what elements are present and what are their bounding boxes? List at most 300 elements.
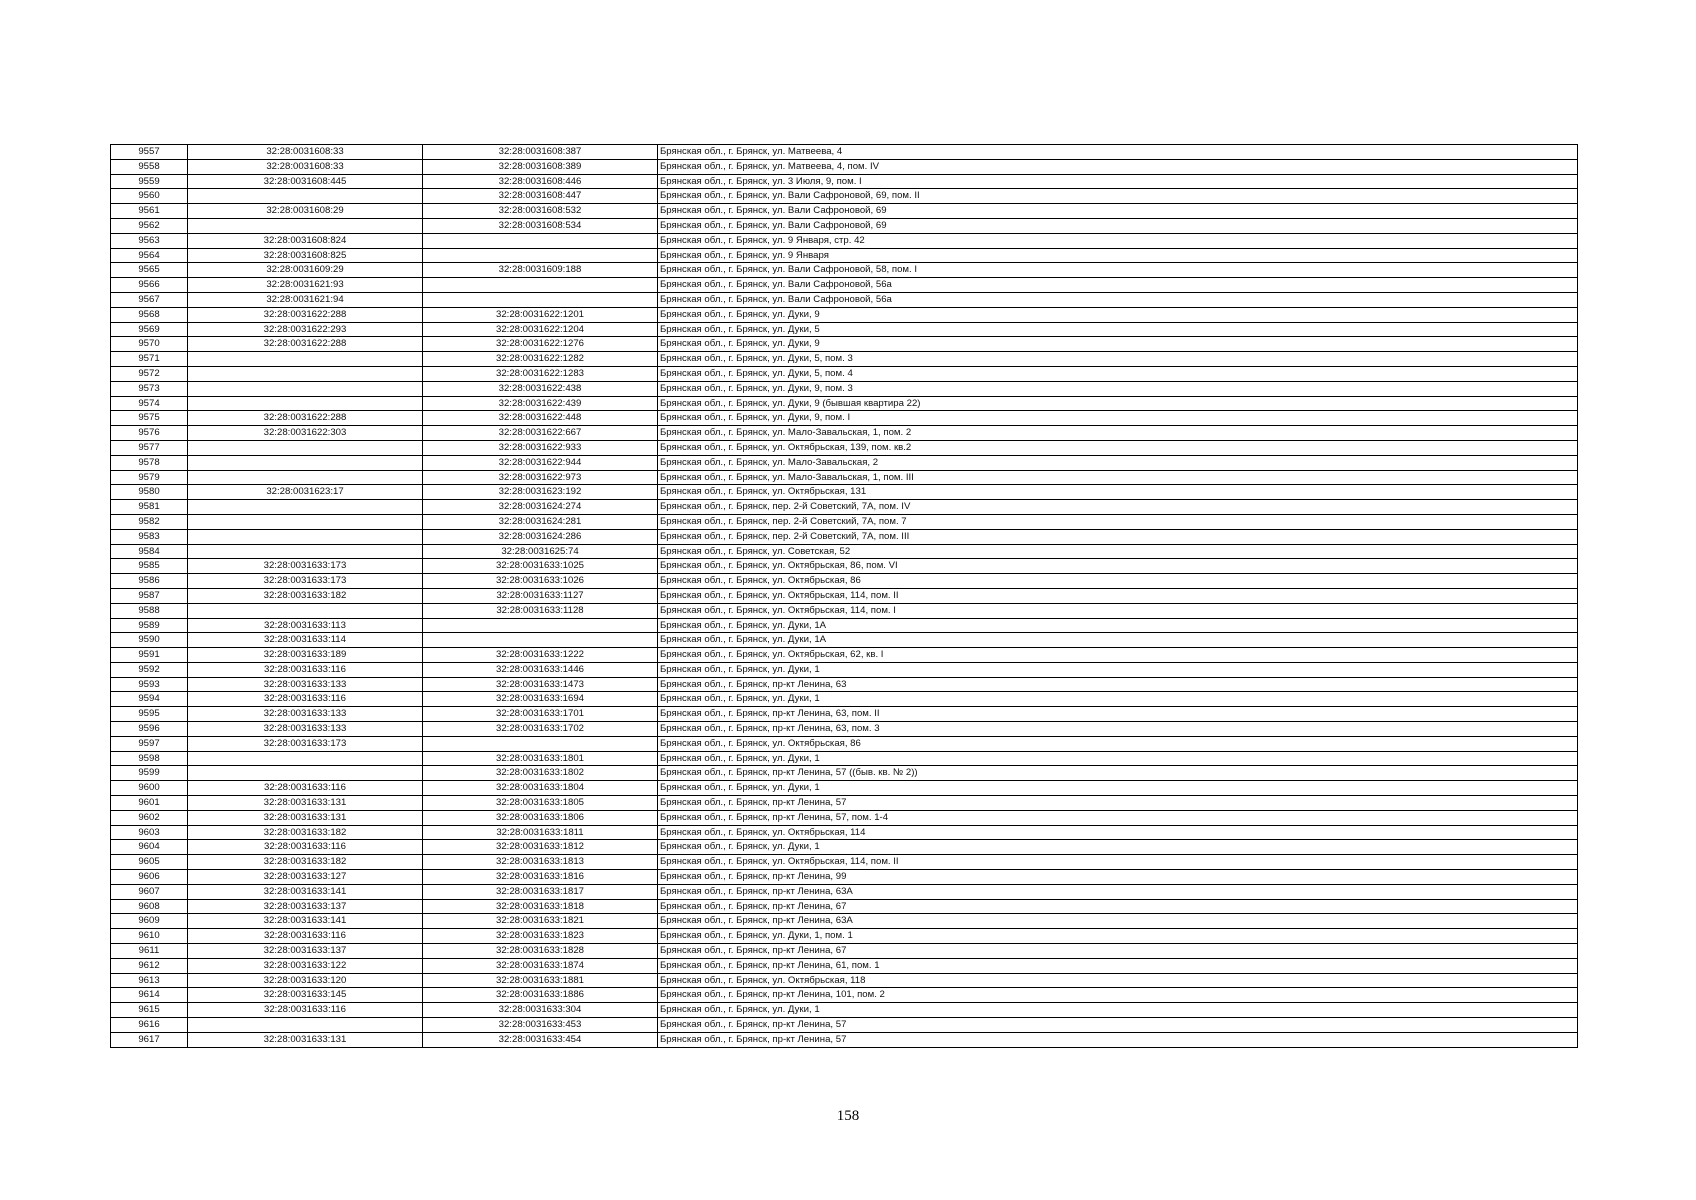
parcel-cadastral-number-cell: 32:28:0031633:122	[188, 958, 423, 973]
table-row	[111, 470, 1578, 485]
table-row	[111, 722, 1578, 737]
parcel-cadastral-number-cell	[188, 396, 423, 411]
object-cadastral-number-cell	[423, 292, 658, 307]
parcel-cadastral-number-cell: 32:28:0031633:116	[188, 929, 423, 944]
parcel-cadastral-number-cell: 32:28:0031633:189	[188, 648, 423, 663]
table-row	[111, 322, 1578, 337]
object-cadastral-number-cell: 32:28:0031633:1026	[423, 574, 658, 589]
table-row	[111, 529, 1578, 544]
object-cadastral-number-cell: 32:28:0031622:439	[423, 396, 658, 411]
row-number-cell: 9558	[111, 159, 188, 174]
parcel-cadastral-number-cell: 32:28:0031633:133	[188, 707, 423, 722]
table-row	[111, 840, 1578, 855]
parcel-cadastral-number-cell: 32:28:0031633:116	[188, 1003, 423, 1018]
table-row	[111, 1018, 1578, 1033]
object-cadastral-number-cell: 32:28:0031622:973	[423, 470, 658, 485]
object-cadastral-number-cell: 32:28:0031622:448	[423, 411, 658, 426]
address-cell: Брянская обл., г. Брянск, ул. Дуки, 1А	[658, 633, 1578, 648]
address-cell: Брянская обл., г. Брянск, ул. Матвеева, 4, пом. IV	[658, 159, 1578, 174]
parcel-cadastral-number-cell: 32:28:0031608:33	[188, 145, 423, 160]
address-cell: Брянская обл., г. Брянск, ул. Октябрьская, 86, пом. VI	[658, 559, 1578, 574]
address-cell: Брянская обл., г. Брянск, пр-кт Ленина, 63А	[658, 884, 1578, 899]
row-number-cell: 9601	[111, 796, 188, 811]
address-cell: Брянская обл., г. Брянск, ул. Октябрьская, 118	[658, 973, 1578, 988]
page-number: 158	[836, 1108, 860, 1124]
parcel-cadastral-number-cell: 32:28:0031633:173	[188, 736, 423, 751]
address-cell: Брянская обл., г. Брянск, ул. Дуки, 9	[658, 337, 1578, 352]
parcel-cadastral-number-cell	[188, 189, 423, 204]
parcel-cadastral-number-cell	[188, 544, 423, 559]
object-cadastral-number-cell: 32:28:0031633:454	[423, 1032, 658, 1047]
address-cell: Брянская обл., г. Брянск, пр-кт Ленина, 57	[658, 1032, 1578, 1047]
address-cell: Брянская обл., г. Брянск, ул. Вали Сафроновой, 56а	[658, 292, 1578, 307]
table-row	[111, 426, 1578, 441]
object-cadastral-number-cell: 32:28:0031622:438	[423, 381, 658, 396]
table-row	[111, 233, 1578, 248]
address-cell: Брянская обл., г. Брянск, ул. Мало-Завальская, 1, пом. 2	[658, 426, 1578, 441]
row-number-cell: 9564	[111, 248, 188, 263]
object-cadastral-number-cell: 32:28:0031633:1701	[423, 707, 658, 722]
table-row	[111, 914, 1578, 929]
table-row	[111, 278, 1578, 293]
address-cell: Брянская обл., г. Брянск, ул. Дуки, 1	[658, 662, 1578, 677]
row-number-cell: 9609	[111, 914, 188, 929]
object-cadastral-number-cell: 32:28:0031633:1222	[423, 648, 658, 663]
address-cell: Брянская обл., г. Брянск, ул. Мало-Завальская, 2	[658, 455, 1578, 470]
parcel-cadastral-number-cell: 32:28:0031608:825	[188, 248, 423, 263]
address-cell: Брянская обл., г. Брянск, пер. 2-й Советский, 7А, пом. 7	[658, 514, 1578, 529]
object-cadastral-number-cell: 32:28:0031624:286	[423, 529, 658, 544]
address-cell: Брянская обл., г. Брянск, ул. Октябрьская, 114, пом. I	[658, 603, 1578, 618]
address-cell: Брянская обл., г. Брянск, ул. Дуки, 5	[658, 322, 1578, 337]
table-row	[111, 174, 1578, 189]
row-number-cell: 9583	[111, 529, 188, 544]
parcel-cadastral-number-cell: 32:28:0031633:137	[188, 944, 423, 959]
object-cadastral-number-cell: 32:28:0031633:1802	[423, 766, 658, 781]
row-number-cell: 9574	[111, 396, 188, 411]
address-cell: Брянская обл., г. Брянск, пр-кт Ленина, 63, пом. II	[658, 707, 1578, 722]
address-cell: Брянская обл., г. Брянск, ул. Мало-Завальская, 1, пом. III	[658, 470, 1578, 485]
address-cell: Брянская обл., г. Брянск, ул. 9 Января	[658, 248, 1578, 263]
table-row	[111, 973, 1578, 988]
object-cadastral-number-cell: 32:28:0031633:453	[423, 1018, 658, 1033]
table-row	[111, 574, 1578, 589]
object-cadastral-number-cell: 32:28:0031633:1828	[423, 944, 658, 959]
object-cadastral-number-cell: 32:28:0031608:446	[423, 174, 658, 189]
parcel-cadastral-number-cell: 32:28:0031623:17	[188, 485, 423, 500]
row-number-cell: 9587	[111, 588, 188, 603]
address-cell: Брянская обл., г. Брянск, пр-кт Ленина, 63А	[658, 914, 1578, 929]
object-cadastral-number-cell: 32:28:0031623:192	[423, 485, 658, 500]
parcel-cadastral-number-cell: 32:28:0031633:182	[188, 825, 423, 840]
table-row	[111, 677, 1578, 692]
address-cell: Брянская обл., г. Брянск, пр-кт Ленина, 61, пом. 1	[658, 958, 1578, 973]
address-cell: Брянская обл., г. Брянск, ул. Дуки, 5, пом. 3	[658, 352, 1578, 367]
parcel-cadastral-number-cell: 32:28:0031633:137	[188, 899, 423, 914]
address-cell: Брянская обл., г. Брянск, пр-кт Ленина, 99	[658, 870, 1578, 885]
object-cadastral-number-cell: 32:28:0031622:1201	[423, 307, 658, 322]
table-row	[111, 292, 1578, 307]
row-number-cell: 9591	[111, 648, 188, 663]
table-row	[111, 958, 1578, 973]
table-row	[111, 751, 1578, 766]
object-cadastral-number-cell: 32:28:0031633:1127	[423, 588, 658, 603]
address-cell: Брянская обл., г. Брянск, пр-кт Ленина, 57	[658, 1018, 1578, 1033]
parcel-cadastral-number-cell: 32:28:0031608:445	[188, 174, 423, 189]
object-cadastral-number-cell: 32:28:0031633:1804	[423, 781, 658, 796]
row-number-cell: 9595	[111, 707, 188, 722]
parcel-cadastral-number-cell: 32:28:0031633:173	[188, 574, 423, 589]
address-cell: Брянская обл., г. Брянск, ул. Дуки, 1, пом. 1	[658, 929, 1578, 944]
object-cadastral-number-cell: 32:28:0031622:1276	[423, 337, 658, 352]
row-number-cell: 9578	[111, 455, 188, 470]
parcel-cadastral-number-cell: 32:28:0031633:141	[188, 884, 423, 899]
parcel-cadastral-number-cell	[188, 455, 423, 470]
row-number-cell: 9589	[111, 618, 188, 633]
object-cadastral-number-cell: 32:28:0031633:1702	[423, 722, 658, 737]
row-number-cell: 9582	[111, 514, 188, 529]
parcel-cadastral-number-cell	[188, 500, 423, 515]
row-number-cell: 9579	[111, 470, 188, 485]
object-cadastral-number-cell: 32:28:0031609:188	[423, 263, 658, 278]
object-cadastral-number-cell: 32:28:0031633:1694	[423, 692, 658, 707]
object-cadastral-number-cell: 32:28:0031608:534	[423, 218, 658, 233]
address-cell: Брянская обл., г. Брянск, пр-кт Ленина, 63	[658, 677, 1578, 692]
object-cadastral-number-cell	[423, 278, 658, 293]
parcel-cadastral-number-cell	[188, 470, 423, 485]
row-number-cell: 9567	[111, 292, 188, 307]
table-row	[111, 825, 1578, 840]
address-cell: Брянская обл., г. Брянск, ул. Октябрьская, 131	[658, 485, 1578, 500]
row-number-cell: 9585	[111, 559, 188, 574]
table-row	[111, 263, 1578, 278]
address-cell: Брянская обл., г. Брянск, ул. Вали Сафроновой, 56а	[658, 278, 1578, 293]
table-row	[111, 884, 1578, 899]
table-row	[111, 485, 1578, 500]
address-cell: Брянская обл., г. Брянск, пер. 2-й Советский, 7А, пом. III	[658, 529, 1578, 544]
parcel-cadastral-number-cell: 32:28:0031633:173	[188, 559, 423, 574]
object-cadastral-number-cell: 32:28:0031622:1282	[423, 352, 658, 367]
row-number-cell: 9586	[111, 574, 188, 589]
parcel-cadastral-number-cell: 32:28:0031608:33	[188, 159, 423, 174]
table-body	[111, 145, 1578, 1048]
object-cadastral-number-cell: 32:28:0031633:1025	[423, 559, 658, 574]
table-row	[111, 159, 1578, 174]
table-row	[111, 396, 1578, 411]
row-number-cell: 9566	[111, 278, 188, 293]
object-cadastral-number-cell: 32:28:0031622:933	[423, 440, 658, 455]
row-number-cell: 9617	[111, 1032, 188, 1047]
address-cell: Брянская обл., г. Брянск, ул. Октябрьская, 86	[658, 736, 1578, 751]
row-number-cell: 9607	[111, 884, 188, 899]
row-number-cell: 9608	[111, 899, 188, 914]
parcel-cadastral-number-cell: 32:28:0031622:288	[188, 307, 423, 322]
table-row	[111, 662, 1578, 677]
object-cadastral-number-cell: 32:28:0031622:1204	[423, 322, 658, 337]
row-number-cell: 9610	[111, 929, 188, 944]
table-row	[111, 514, 1578, 529]
parcel-cadastral-number-cell: 32:28:0031621:94	[188, 292, 423, 307]
row-number-cell: 9600	[111, 781, 188, 796]
address-cell: Брянская обл., г. Брянск, ул. Вали Сафроновой, 58, пом. I	[658, 263, 1578, 278]
row-number-cell: 9594	[111, 692, 188, 707]
object-cadastral-number-cell	[423, 736, 658, 751]
parcel-cadastral-number-cell: 32:28:0031633:131	[188, 810, 423, 825]
row-number-cell: 9597	[111, 736, 188, 751]
object-cadastral-number-cell: 32:28:0031633:1811	[423, 825, 658, 840]
parcel-cadastral-number-cell	[188, 352, 423, 367]
row-number-cell: 9560	[111, 189, 188, 204]
table-row	[111, 692, 1578, 707]
parcel-cadastral-number-cell: 32:28:0031633:116	[188, 662, 423, 677]
table-row	[111, 218, 1578, 233]
row-number-cell: 9596	[111, 722, 188, 737]
table-row	[111, 603, 1578, 618]
object-cadastral-number-cell: 32:28:0031633:1816	[423, 870, 658, 885]
row-number-cell: 9557	[111, 145, 188, 160]
parcel-cadastral-number-cell	[188, 218, 423, 233]
table-row	[111, 440, 1578, 455]
object-cadastral-number-cell: 32:28:0031633:1805	[423, 796, 658, 811]
parcel-cadastral-number-cell	[188, 603, 423, 618]
address-cell: Брянская обл., г. Брянск, ул. Октябрьская, 114	[658, 825, 1578, 840]
table-row	[111, 929, 1578, 944]
table-row	[111, 899, 1578, 914]
object-cadastral-number-cell: 32:28:0031624:281	[423, 514, 658, 529]
object-cadastral-number-cell: 32:28:0031633:1818	[423, 899, 658, 914]
address-cell: Брянская обл., г. Брянск, ул. Дуки, 5, пом. 4	[658, 366, 1578, 381]
parcel-cadastral-number-cell: 32:28:0031621:93	[188, 278, 423, 293]
parcel-cadastral-number-cell: 32:28:0031633:182	[188, 588, 423, 603]
parcel-cadastral-number-cell: 32:28:0031633:116	[188, 781, 423, 796]
row-number-cell: 9572	[111, 366, 188, 381]
object-cadastral-number-cell: 32:28:0031608:387	[423, 145, 658, 160]
parcel-cadastral-number-cell	[188, 529, 423, 544]
parcel-cadastral-number-cell: 32:28:0031633:133	[188, 677, 423, 692]
table-row	[111, 411, 1578, 426]
parcel-cadastral-number-cell: 32:28:0031633:127	[188, 870, 423, 885]
row-number-cell: 9598	[111, 751, 188, 766]
row-number-cell: 9602	[111, 810, 188, 825]
table-row	[111, 707, 1578, 722]
parcel-cadastral-number-cell	[188, 366, 423, 381]
address-cell: Брянская обл., г. Брянск, пр-кт Ленина, 57, пом. 1-4	[658, 810, 1578, 825]
parcel-cadastral-number-cell: 32:28:0031633:116	[188, 840, 423, 855]
row-number-cell: 9559	[111, 174, 188, 189]
parcel-cadastral-number-cell	[188, 751, 423, 766]
parcel-cadastral-number-cell: 32:28:0031633:116	[188, 692, 423, 707]
row-number-cell: 9569	[111, 322, 188, 337]
address-cell: Брянская обл., г. Брянск, ул. Дуки, 1	[658, 692, 1578, 707]
address-cell: Брянская обл., г. Брянск, ул. Октябрьская, 139, пом. кв.2	[658, 440, 1578, 455]
table-row	[111, 1032, 1578, 1047]
address-cell: Брянская обл., г. Брянск, ул. Дуки, 1	[658, 751, 1578, 766]
parcel-cadastral-number-cell	[188, 440, 423, 455]
object-cadastral-number-cell: 32:28:0031633:1812	[423, 840, 658, 855]
table-row	[111, 204, 1578, 219]
row-number-cell: 9606	[111, 870, 188, 885]
table-row	[111, 736, 1578, 751]
address-cell: Брянская обл., г. Брянск, ул. Дуки, 9, пом. I	[658, 411, 1578, 426]
object-cadastral-number-cell: 32:28:0031624:274	[423, 500, 658, 515]
address-cell: Брянская обл., г. Брянск, пр-кт Ленина, 67	[658, 899, 1578, 914]
object-cadastral-number-cell: 32:28:0031633:1874	[423, 958, 658, 973]
table-row	[111, 988, 1578, 1003]
object-cadastral-number-cell: 32:28:0031625:74	[423, 544, 658, 559]
table-row	[111, 366, 1578, 381]
address-cell: Брянская обл., г. Брянск, ул. Матвеева, 4	[658, 145, 1578, 160]
row-number-cell: 9562	[111, 218, 188, 233]
parcel-cadastral-number-cell: 32:28:0031633:114	[188, 633, 423, 648]
object-cadastral-number-cell	[423, 618, 658, 633]
parcel-cadastral-number-cell: 32:28:0031633:133	[188, 722, 423, 737]
table-row	[111, 248, 1578, 263]
table-row	[111, 810, 1578, 825]
address-cell: Брянская обл., г. Брянск, ул. Октябрьская, 86	[658, 574, 1578, 589]
parcel-cadastral-number-cell: 32:28:0031633:131	[188, 796, 423, 811]
table-row	[111, 944, 1578, 959]
table-row	[111, 381, 1578, 396]
address-cell: Брянская обл., г. Брянск, ул. Вали Сафроновой, 69	[658, 204, 1578, 219]
table-row	[111, 781, 1578, 796]
parcel-cadastral-number-cell	[188, 766, 423, 781]
table-row	[111, 559, 1578, 574]
row-number-cell: 9561	[111, 204, 188, 219]
object-cadastral-number-cell: 32:28:0031633:1128	[423, 603, 658, 618]
table-row	[111, 189, 1578, 204]
address-cell: Брянская обл., г. Брянск, ул. Советская, 52	[658, 544, 1578, 559]
address-cell: Брянская обл., г. Брянск, ул. Октябрьская, 114, пом. II	[658, 855, 1578, 870]
object-cadastral-number-cell: 32:28:0031608:532	[423, 204, 658, 219]
row-number-cell: 9581	[111, 500, 188, 515]
row-number-cell: 9599	[111, 766, 188, 781]
parcel-cadastral-number-cell	[188, 514, 423, 529]
row-number-cell: 9603	[111, 825, 188, 840]
table-row	[111, 455, 1578, 470]
row-number-cell: 9568	[111, 307, 188, 322]
row-number-cell: 9614	[111, 988, 188, 1003]
object-cadastral-number-cell: 32:28:0031633:1821	[423, 914, 658, 929]
table-row	[111, 544, 1578, 559]
address-cell: Брянская обл., г. Брянск, ул. Дуки, 9	[658, 307, 1578, 322]
address-cell: Брянская обл., г. Брянск, пр-кт Ленина, 57 ((быв. кв. № 2))	[658, 766, 1578, 781]
row-number-cell: 9613	[111, 973, 188, 988]
table-row	[111, 870, 1578, 885]
parcel-cadastral-number-cell: 32:28:0031608:824	[188, 233, 423, 248]
address-cell: Брянская обл., г. Брянск, пр-кт Ленина, 101, пом. 2	[658, 988, 1578, 1003]
object-cadastral-number-cell: 32:28:0031633:1823	[423, 929, 658, 944]
row-number-cell: 9580	[111, 485, 188, 500]
object-cadastral-number-cell: 32:28:0031622:1283	[423, 366, 658, 381]
row-number-cell: 9611	[111, 944, 188, 959]
table-row	[111, 307, 1578, 322]
object-cadastral-number-cell: 32:28:0031633:1446	[423, 662, 658, 677]
table-row	[111, 648, 1578, 663]
object-cadastral-number-cell: 32:28:0031622:944	[423, 455, 658, 470]
table-row	[111, 352, 1578, 367]
object-cadastral-number-cell: 32:28:0031633:1881	[423, 973, 658, 988]
parcel-cadastral-number-cell: 32:28:0031622:288	[188, 337, 423, 352]
parcel-cadastral-number-cell: 32:28:0031633:182	[188, 855, 423, 870]
address-cell: Брянская обл., г. Брянск, пр-кт Ленина, 67	[658, 944, 1578, 959]
object-cadastral-number-cell: 32:28:0031633:1817	[423, 884, 658, 899]
cadastral-table	[110, 144, 1578, 1048]
table-row	[111, 337, 1578, 352]
object-cadastral-number-cell: 32:28:0031633:1813	[423, 855, 658, 870]
table-row	[111, 618, 1578, 633]
row-number-cell: 9573	[111, 381, 188, 396]
row-number-cell: 9592	[111, 662, 188, 677]
parcel-cadastral-number-cell: 32:28:0031608:29	[188, 204, 423, 219]
address-cell: Брянская обл., г. Брянск, пер. 2-й Советский, 7А, пом. IV	[658, 500, 1578, 515]
address-cell: Брянская обл., г. Брянск, ул. Вали Сафроновой, 69	[658, 218, 1578, 233]
object-cadastral-number-cell: 32:28:0031633:1801	[423, 751, 658, 766]
table-row	[111, 766, 1578, 781]
parcel-cadastral-number-cell: 32:28:0031609:29	[188, 263, 423, 278]
address-cell: Брянская обл., г. Брянск, ул. Дуки, 9 (бывшая квартира 22)	[658, 396, 1578, 411]
object-cadastral-number-cell	[423, 248, 658, 263]
row-number-cell: 9593	[111, 677, 188, 692]
row-number-cell: 9584	[111, 544, 188, 559]
address-cell: Брянская обл., г. Брянск, ул. Октябрьская, 62, кв. I	[658, 648, 1578, 663]
parcel-cadastral-number-cell: 32:28:0031633:141	[188, 914, 423, 929]
row-number-cell: 9605	[111, 855, 188, 870]
address-cell: Брянская обл., г. Брянск, ул. Дуки, 1	[658, 781, 1578, 796]
parcel-cadastral-number-cell	[188, 1018, 423, 1033]
row-number-cell: 9576	[111, 426, 188, 441]
table-row	[111, 500, 1578, 515]
parcel-cadastral-number-cell	[188, 381, 423, 396]
parcel-cadastral-number-cell: 32:28:0031633:113	[188, 618, 423, 633]
row-number-cell: 9570	[111, 337, 188, 352]
row-number-cell: 9577	[111, 440, 188, 455]
object-cadastral-number-cell: 32:28:0031633:304	[423, 1003, 658, 1018]
table-row	[111, 796, 1578, 811]
row-number-cell: 9612	[111, 958, 188, 973]
table-row	[111, 855, 1578, 870]
row-number-cell: 9604	[111, 840, 188, 855]
address-cell: Брянская обл., г. Брянск, ул. Дуки, 1	[658, 1003, 1578, 1018]
object-cadastral-number-cell: 32:28:0031608:447	[423, 189, 658, 204]
row-number-cell: 9590	[111, 633, 188, 648]
parcel-cadastral-number-cell: 32:28:0031633:120	[188, 973, 423, 988]
row-number-cell: 9588	[111, 603, 188, 618]
object-cadastral-number-cell: 32:28:0031633:1806	[423, 810, 658, 825]
parcel-cadastral-number-cell: 32:28:0031622:303	[188, 426, 423, 441]
address-cell: Брянская обл., г. Брянск, ул. Дуки, 9, пом. 3	[658, 381, 1578, 396]
address-cell: Брянская обл., г. Брянск, пр-кт Ленина, 57	[658, 796, 1578, 811]
row-number-cell: 9575	[111, 411, 188, 426]
parcel-cadastral-number-cell: 32:28:0031633:145	[188, 988, 423, 1003]
table-row	[111, 1003, 1578, 1018]
address-cell: Брянская обл., г. Брянск, ул. 9 Января, стр. 42	[658, 233, 1578, 248]
address-cell: Брянская обл., г. Брянск, ул. 3 Июля, 9, пом. I	[658, 174, 1578, 189]
address-cell: Брянская обл., г. Брянск, ул. Дуки, 1	[658, 840, 1578, 855]
row-number-cell: 9571	[111, 352, 188, 367]
object-cadastral-number-cell: 32:28:0031622:667	[423, 426, 658, 441]
table-row	[111, 633, 1578, 648]
object-cadastral-number-cell	[423, 233, 658, 248]
parcel-cadastral-number-cell: 32:28:0031622:293	[188, 322, 423, 337]
object-cadastral-number-cell: 32:28:0031633:1886	[423, 988, 658, 1003]
row-number-cell: 9563	[111, 233, 188, 248]
parcel-cadastral-number-cell: 32:28:0031622:288	[188, 411, 423, 426]
table-row	[111, 588, 1578, 603]
table-row	[111, 145, 1578, 160]
parcel-cadastral-number-cell: 32:28:0031633:131	[188, 1032, 423, 1047]
address-cell: Брянская обл., г. Брянск, пр-кт Ленина, 63, пом. 3	[658, 722, 1578, 737]
address-cell: Брянская обл., г. Брянск, ул. Вали Сафроновой, 69, пом. II	[658, 189, 1578, 204]
